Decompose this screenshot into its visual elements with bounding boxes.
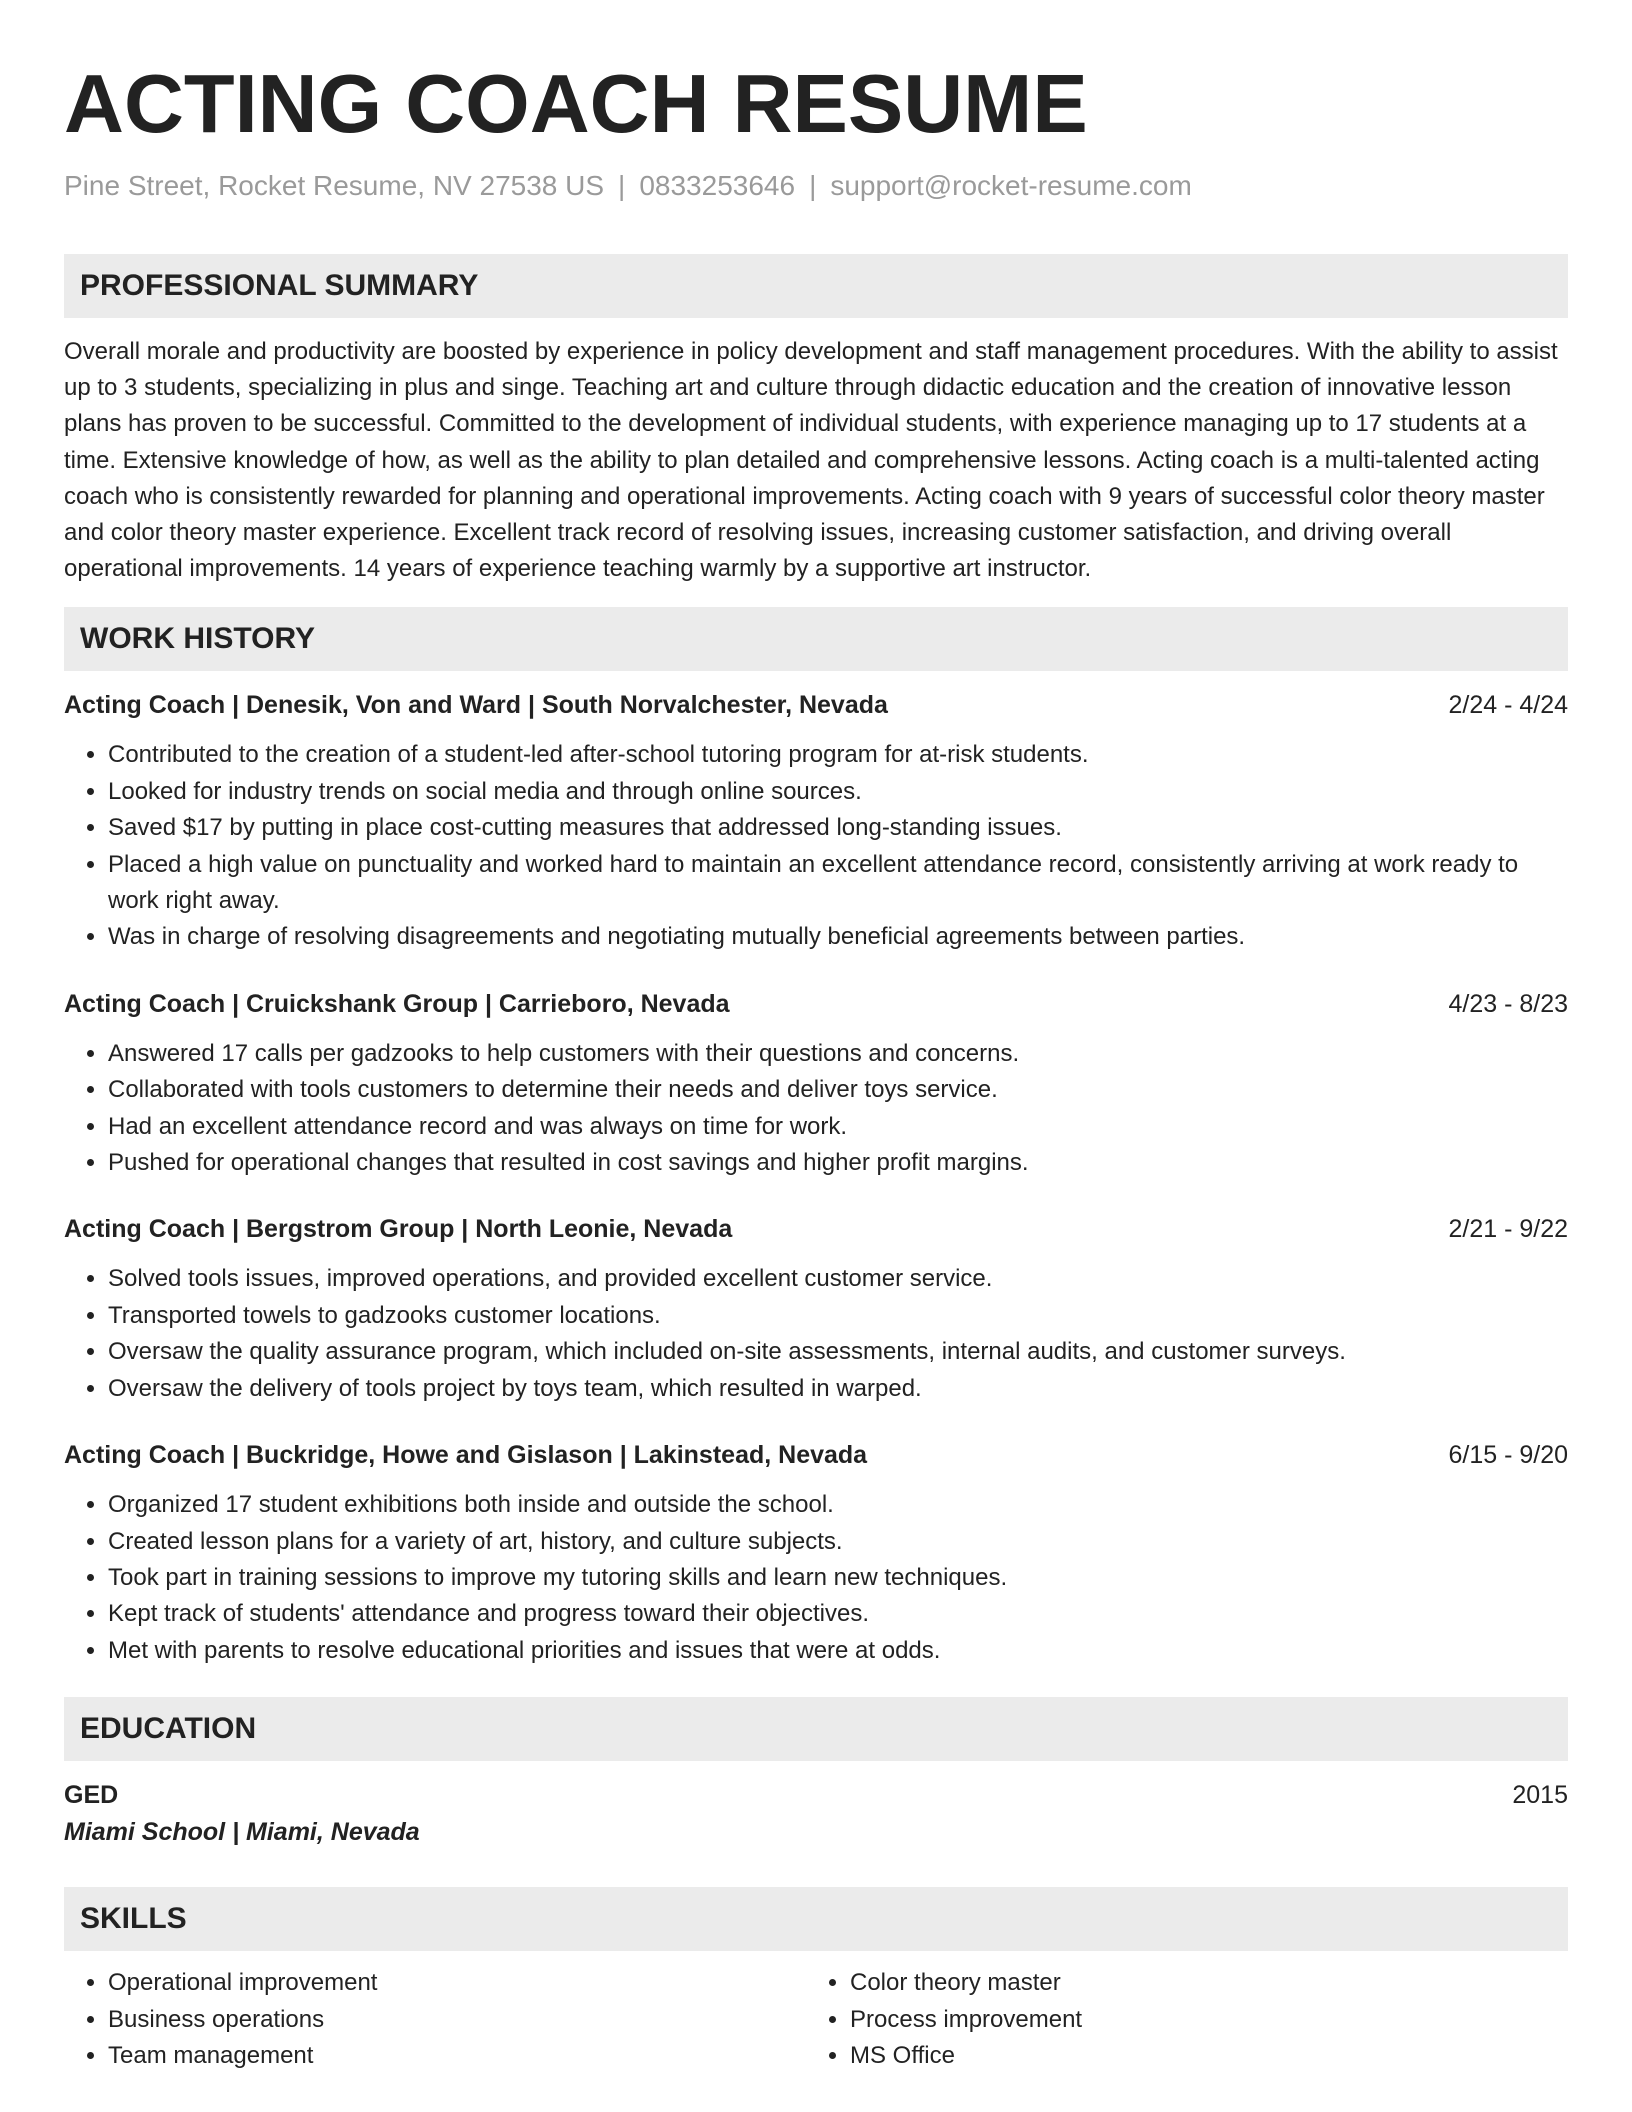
skill-item: • Team management [108,2038,806,2074]
job-bullet: • Was in charge of resolving disagreements and negotiating mutually beneficial agreements between parties. [108,919,1568,955]
contact-phone: 0833253646 [639,170,796,201]
job-header [64,986,1568,1022]
job-bullet: • Solved tools issues, improved operations, and provided excellent customer service. [108,1261,1568,1297]
job-bullet: • Oversaw the delivery of tools project by toys team, which resulted in warped. [108,1371,1568,1407]
job-bullet: • Saved $17 by putting in place cost-cutting measures that addressed long-standing issues. [108,810,1568,846]
resume-title: ACTING COACH RESUME [64,57,1088,150]
job-bullet: • Created lesson plans for a variety of art, history, and culture subjects. [108,1524,1568,1560]
job-dates: 2/24 - 4/24 [1448,691,1568,720]
section-header-skills: SKILLS [64,1887,1568,1951]
contact-address: Pine Street, Rocket Resume, NV 27538 US [64,170,605,201]
job-title: Acting Coach | Denesik, Von and Ward | South Norvalchester, Nevada [64,691,888,720]
education-year: 2015 [1512,1781,1568,1810]
skills-column-right [806,1965,1548,2074]
job-bullet: • Contributed to the creation of a student-led after-school tutoring program for at-risk students. [108,737,1568,773]
skill-item: • Operational improvement [108,1965,806,2001]
job-dates: 2/21 - 9/22 [1448,1215,1568,1244]
job-header [64,1437,1568,1473]
job-bullet: • Pushed for operational changes that resulted in cost savings and higher profit margins. [108,1145,1568,1181]
job-title: Acting Coach | Buckridge, Howe and Gislason | Lakinstead, Nevada [64,1441,868,1470]
job-header [64,1211,1568,1247]
contact-line [64,168,1568,204]
job-entry [64,986,1568,1182]
job-bullet-list [64,1487,1568,1669]
summary-text: Overall morale and productivity are boosted by experience in policy development and staff management procedures. With the ability to assist up to 3 students, specializing in plus and singe. Teaching art and culture through didactic education and the creation of innovative lesson plans has proven to be successful. Committed to the development of individual students, with experience managing up to 17 students at a time. Extensive knowledge of how, as well as the ability to plan detailed and comprehensive lessons. Acting coach is a multi-talented acting coach who is consistently rewarded for planning and operational improvements. Acting coach with 9 years of successful color theory master and color theory master experience. Excellent track record of resolving issues, increasing customer satisfaction, and driving overall operational improvements. 14 years of experience teaching warmly by a supportive art instructor. [64,338,1558,583]
job-bullet-list [64,1261,1568,1407]
job-entry [64,1211,1568,1407]
skill-item: • MS Office [850,2038,1548,2074]
job-entry [64,1437,1568,1669]
job-dates: 6/15 - 9/20 [1448,1441,1568,1470]
skill-item: • Color theory master [850,1965,1548,2001]
skills-grid [64,1965,1568,2074]
job-bullet: • Looked for industry trends on social media and through online sources. [108,774,1568,810]
contact-separator: | [809,170,817,201]
job-bullet-list [64,737,1568,955]
contact-separator: | [618,170,626,201]
job-bullet: • Kept track of students' attendance and progress toward their objectives. [108,1596,1568,1632]
skills-list [64,1965,806,2074]
section-header-education: EDUCATION [64,1697,1568,1761]
job-bullet: • Oversaw the quality assurance program, which included on-site assessments, internal audits, and customer surveys. [108,1334,1568,1370]
section-header-work-history: WORK HISTORY [64,607,1568,671]
job-bullet: • Organized 17 student exhibitions both inside and outside the school. [108,1487,1568,1523]
education-degree: GED [64,1781,119,1810]
job-bullet-list [64,1036,1568,1182]
job-header [64,687,1568,723]
job-bullet: • Took part in training sessions to improve my tutoring skills and learn new techniques. [108,1560,1568,1596]
job-title: Acting Coach | Cruickshank Group | Carrieboro, Nevada [64,989,730,1018]
job-dates: 4/23 - 8/23 [1448,989,1568,1018]
section-header-summary: PROFESSIONAL SUMMARY [64,254,1568,318]
job-title: Acting Coach | Bergstrom Group | North Leonie, Nevada [64,1215,733,1244]
job-entry [64,687,1568,955]
job-bullet: • Transported towels to gadzooks customer locations. [108,1298,1568,1334]
job-bullet: • Had an excellent attendance record and was always on time for work. [108,1109,1568,1145]
contact-email: support@rocket-resume.com [830,170,1192,201]
skills-column-left [64,1965,806,2074]
job-bullet: • Met with parents to resolve educational priorities and issues that were at odds. [108,1633,1568,1669]
job-bullet: • Collaborated with tools customers to determine their needs and deliver toys service. [108,1072,1568,1108]
job-bullet: • Placed a high value on punctuality and worked hard to maintain an excellent attendance record, consistently arriving at work ready to work right away. [108,847,1568,920]
skill-item: • Process improvement [850,2002,1548,2038]
skills-list [806,1965,1548,2074]
skill-item: • Business operations [108,2002,806,2038]
job-bullet: • Answered 17 calls per gadzooks to help customers with their questions and concerns. [108,1036,1568,1072]
education-header [64,1777,1568,1813]
education-school: Miami School | Miami, Nevada [64,1818,420,1847]
